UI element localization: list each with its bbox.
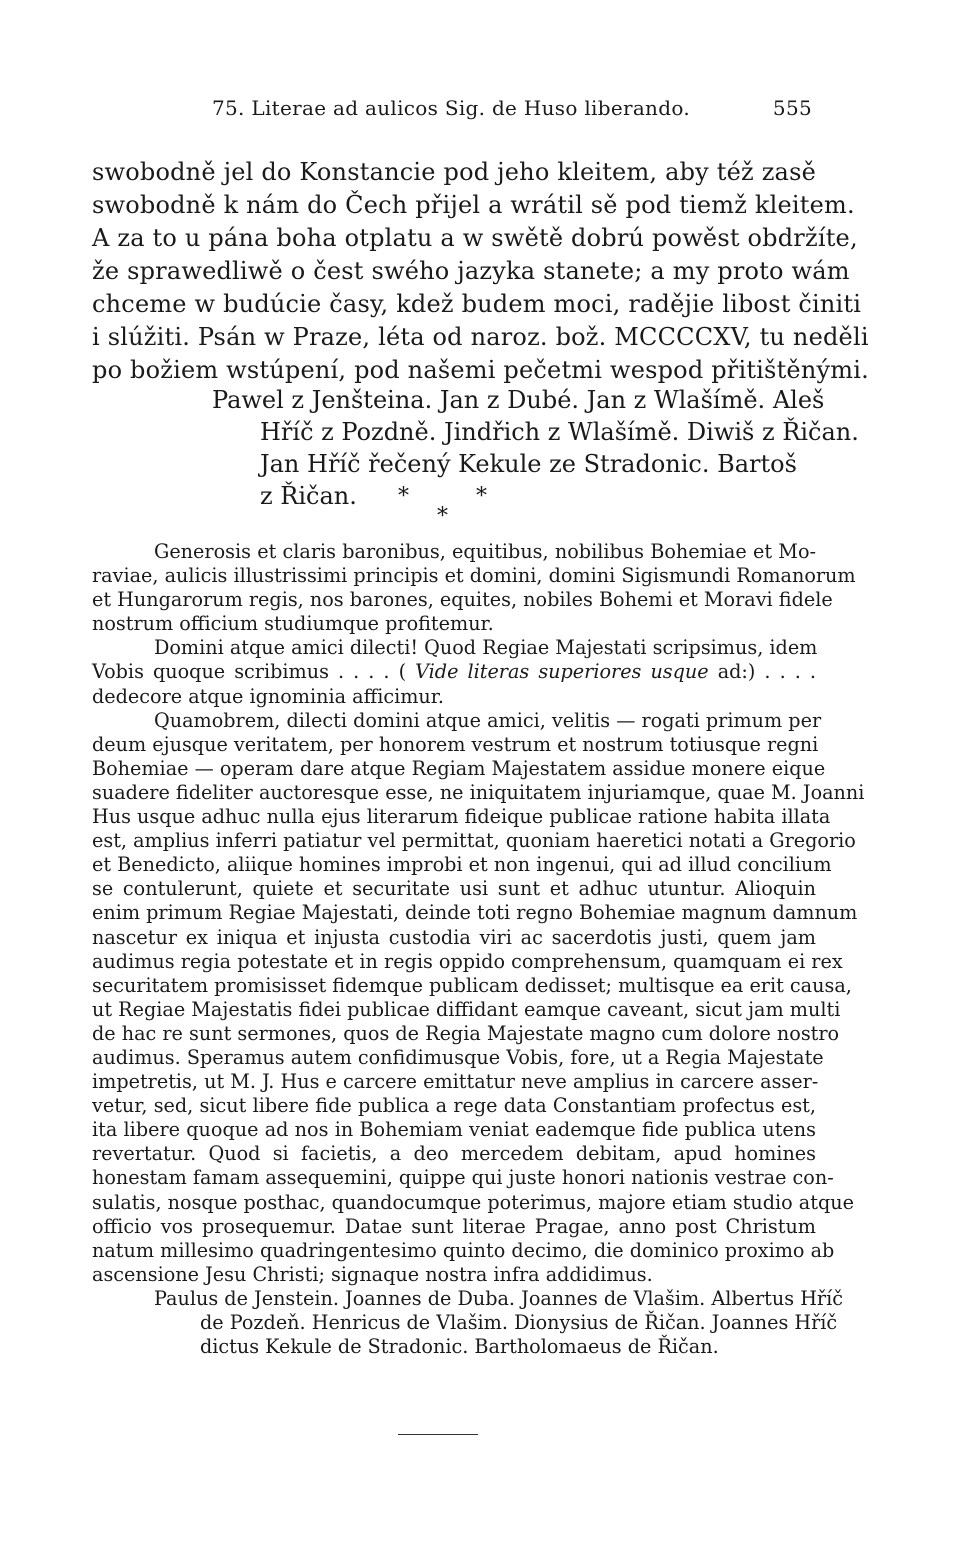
latin-line: Bohemiae — operam dare atque Regiam Majestatem assidue monere eique (92, 756, 826, 780)
running-title: 75. Literae ad aulicos Sig. de Huso liberando. (212, 96, 690, 120)
latin-line: de hac re sunt sermones, quos de Regia Majestate magno cum dolore nostro (92, 1021, 840, 1045)
latin-line-start: Vobis quoque scribimus . . . . ( (92, 660, 416, 684)
latin-line: sulatis, nosque posthac, quandocumque poterimus, majore etiam studio atque (92, 1190, 854, 1214)
end-rule (398, 1434, 478, 1435)
czech-line: že sprawedliwě o čest swého jazyka stanete; a my proto wám (92, 257, 850, 285)
latin-line: Hus usque adhuc nulla ejus literarum fideique publicae ratione habita illata (92, 805, 831, 829)
section-separator (398, 484, 518, 530)
latin-signature-line: de Pozdeň. Henricus de Vlašim. Dionysius de Řičan. Joannes Hříč (200, 1311, 838, 1334)
asterisk: * (398, 484, 409, 509)
latin-line: deum ejusque veritatem, per honorem vestrum et nostrum totiusque regni (92, 732, 819, 756)
latin-line: revertatur. Quod si facietis, a deo mercedem debitam, apud homines (92, 1142, 816, 1166)
latin-line: honestam famam assequemini, quippe qui juste honori nationis vestrae con- (92, 1166, 834, 1190)
latin-line: est, amplius inferri patiatur vel permittat, quoniam haeretici notati a Gregorio (92, 829, 856, 853)
asterisk: * (437, 504, 448, 529)
latin-line: ita libere quoque ad nos in Bohemiam veniat eademque fide publica utens (92, 1118, 816, 1142)
latin-line: nascetur ex iniqua et injusta custodia viri ac sacerdotis justi, quem jam (92, 925, 816, 949)
latin-line: dedecore atque ignominia afficimur. (92, 684, 444, 708)
latin-line: nostrum officium studiumque profitemur. (92, 612, 494, 636)
signature-line: Jan Hříč řečený Kekule ze Stradonic. Bartoš (260, 450, 797, 478)
latin-line: se contulerunt, quiete et securitate usi sunt et adhuc utuntur. Alioquin (92, 877, 816, 901)
latin-line: Generosis et claris baronibus, equitibus, nobilibus Bohemiae et Mo- (154, 540, 816, 563)
latin-line: audimus regia potestate et in regis oppido comprehensum, quamquam ei rex (92, 949, 843, 973)
asterisk: * (476, 484, 487, 509)
latin-line: raviae, aulicis illustrissimi principis et domini, domini Sigismundi Romanorum (92, 564, 856, 588)
latin-line (92, 660, 816, 684)
latin-line: vetur, sed, sicut libere fide publica a rege data Constantiam profectus est, (92, 1094, 816, 1118)
czech-line: A za to u pána boha otplatu a w swětě dobrú powěst obdržíte, (92, 224, 858, 252)
signature-line: Pawel z Jenšteina. Jan z Dubé. Jan z Wlašímě. Aleš (212, 386, 825, 414)
czech-line: swobodně k nám do Čech přijel a wrátil sě pod tiemž kleitem. (92, 191, 855, 219)
latin-signature-line: Paulus de Jenstein. Joannes de Duba. Joannes de Vlašim. Albertus Hříč (154, 1286, 843, 1310)
latin-line: audimus. Speramus autem confidimusque Vobis, fore, ut a Regia Majestate (92, 1045, 824, 1069)
czech-letter-body (92, 156, 869, 387)
latin-line: suadere fideliter auctoresque esse, ne iniquitatem injuriamque, quae M. Joanni (92, 780, 865, 804)
signature-line: z Řičan. (260, 482, 357, 510)
running-header (212, 96, 812, 126)
czech-line: chceme w budúcie časy, kdež budem moci, radějie libost činiti (92, 290, 862, 318)
latin-line: Domini atque amici dilecti! Quod Regiae Majestati scripsimus, idem (154, 636, 818, 660)
latin-line-end: ad:) . . . . (708, 660, 816, 684)
latin-line: Quamobrem, dilecti domini atque amici, velitis — rogati primum per (154, 708, 822, 732)
czech-line: i slúžiti. Psán w Praze, léta od naroz. bož. MCCCCXV, tu neděli (92, 323, 869, 351)
latin-line: ut Regiae Majestatis fidei publicae diffidant eamque caveant, sicut jam multi (92, 997, 841, 1021)
latin-line: impetretis, ut M. J. Hus e carcere emittatur neve amplius in carcere asser- (92, 1070, 819, 1094)
latin-line: et Benedicto, aliique homines improbi et non ingenui, qui ad illud concilium (92, 853, 832, 877)
signature-line: Hříč z Pozdně. Jindřich z Wlašímě. Diwiš z Řičan. (260, 418, 859, 446)
page-number: 555 (772, 96, 812, 120)
latin-line: et Hungarorum regis, nos barones, equites, nobiles Bohemi et Moravi fidele (92, 588, 833, 612)
czech-line: swobodně jel do Konstancie pod jeho kleitem, aby též zasě (92, 158, 816, 186)
latin-line: ascensione Jesu Christi; signaque nostra infra addidimus. (92, 1262, 653, 1286)
latin-line: securitatem promisisset fidemque publicam dedisset; multisque ea erit causa, (92, 973, 852, 997)
latin-line: officio vos prosequemur. Datae sunt literae Pragae, anno post Christum (92, 1214, 816, 1238)
czech-line: po božiem wstúpení, pod našemi pečetmi wespod přitištěnými. (92, 356, 869, 384)
latin-line: natum millesimo quadringentesimo quinto decimo, die dominico proximo ab (92, 1238, 835, 1262)
latin-letter-body (92, 540, 865, 1359)
editorial-reference: Vide literas superiores usque (415, 660, 709, 684)
latin-line: enim primum Regiae Majestati, deinde toti regno Bohemiae magnum damnum (92, 901, 858, 925)
latin-signature-line: dictus Kekule de Stradonic. Bartholomaeus de Řičan. (200, 1335, 719, 1359)
